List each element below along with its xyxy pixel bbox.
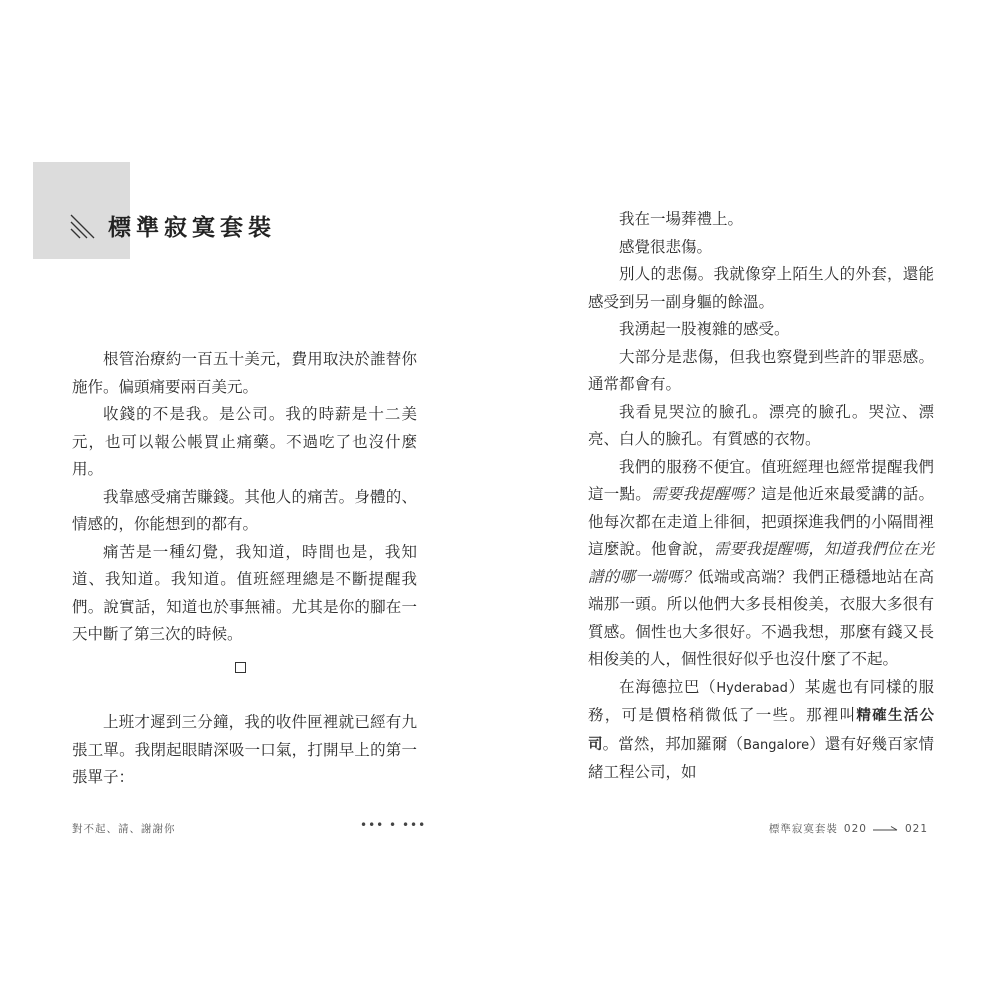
paragraph: 痛苦是一種幻覺，我知道，時間也是，我知道、我知道。我知道。值班經理總是不斷提醒我們。說實話，知道也於事無補。尤其是你的腳在一天中斷了第三次的時候。 [72,542,417,643]
page-number-left: 020 [843,822,867,835]
running-head-book-title: 對不起、請、謝謝你 [72,823,176,835]
paragraph [588,454,934,674]
diagonal-lines-icon [68,211,98,241]
paragraph: 我湧起一股複雜的感受。 [619,320,790,338]
left-body-text [72,346,417,649]
paragraph: 上班才遲到三分鐘，我的收件匣裡就已經有九張工單。我閉起眼睛深吸一口氣，打開早上的第一張單子： [72,713,417,786]
running-head-right [769,821,928,836]
text-run: ）還有好幾百家情緒工程公司，如 [588,734,934,781]
paragraph: 別人的悲傷。我就像穿上陌生人的外套，還能感受到另一副身軀的餘溫。 [588,265,934,311]
text-run: 我們的服務不便宜。值班經理也經常提醒我們這一點。 [588,457,934,503]
paragraph: 我靠感受痛苦賺錢。其他人的痛苦。身體的、情感的，你能想到的都有。 [72,487,417,533]
text-run: ）某處也有同樣的服務，可是價格稍微低了一些。那裡叫 [588,677,934,724]
italic-quote: 需要我提醒嗎？ [650,485,762,503]
paragraph [588,674,934,787]
arrow-right-icon [873,825,899,833]
italic-quote: 需要我提醒嗎，知道我們位在光譜的哪一端嗎？ [588,540,934,586]
paragraph: 大部分是悲傷，但我也察覺到些許的罪惡感。通常都會有。 [588,347,934,393]
bold-company-name: 精確生活公司 [588,708,934,753]
paragraph: 我看見哭泣的臉孔。漂亮的臉孔。哭泣、漂亮、白人的臉孔。有質感的衣物。 [588,402,934,448]
footer-ornament: ••• • ••• [360,818,427,832]
section-break [233,657,248,677]
left-body-text-after-break [72,709,417,792]
right-body-text [588,206,934,787]
text-run: 。當然，邦加羅爾（ [602,734,744,753]
latin-term: Hyderabad [716,680,788,696]
latin-term: Bangalore [743,737,810,753]
chapter-heading [68,209,276,242]
chapter-title: 標準寂寞套裝 [108,215,276,241]
text-run: 在海德拉巴（ [619,677,717,696]
section-break-square-icon [235,662,246,673]
text-run: 低端或高端？我們正穩穩地站在高端那一頭。所以他們大多長相俊美，衣服大多很有質感。個性也大多很好。不過我想，那麼有錢又長相俊美的人，個性很好似乎也沒什麼了不起。 [588,567,934,668]
page-number-right: 021 [904,822,928,835]
paragraph: 感覺很悲傷。 [619,237,713,256]
running-head-chapter-title: 標準寂寞套裝 [768,823,838,835]
paragraph: 根管治療約一百五十美元，費用取決於誰替你施作。偏頭痛要兩百美元。 [72,350,417,396]
paragraph: 我在一場葬禮上。 [619,210,744,228]
text-run: 這是他近來最愛講的話。他每次都在走道上徘徊，把頭探進我們的小隔間裡這麼說。他會說， [588,485,934,558]
paragraph: 收錢的不是我。是公司。我的時薪是十二美元，也可以報公帳買止痛藥。不過吃了也沒什麼用。 [72,405,417,478]
